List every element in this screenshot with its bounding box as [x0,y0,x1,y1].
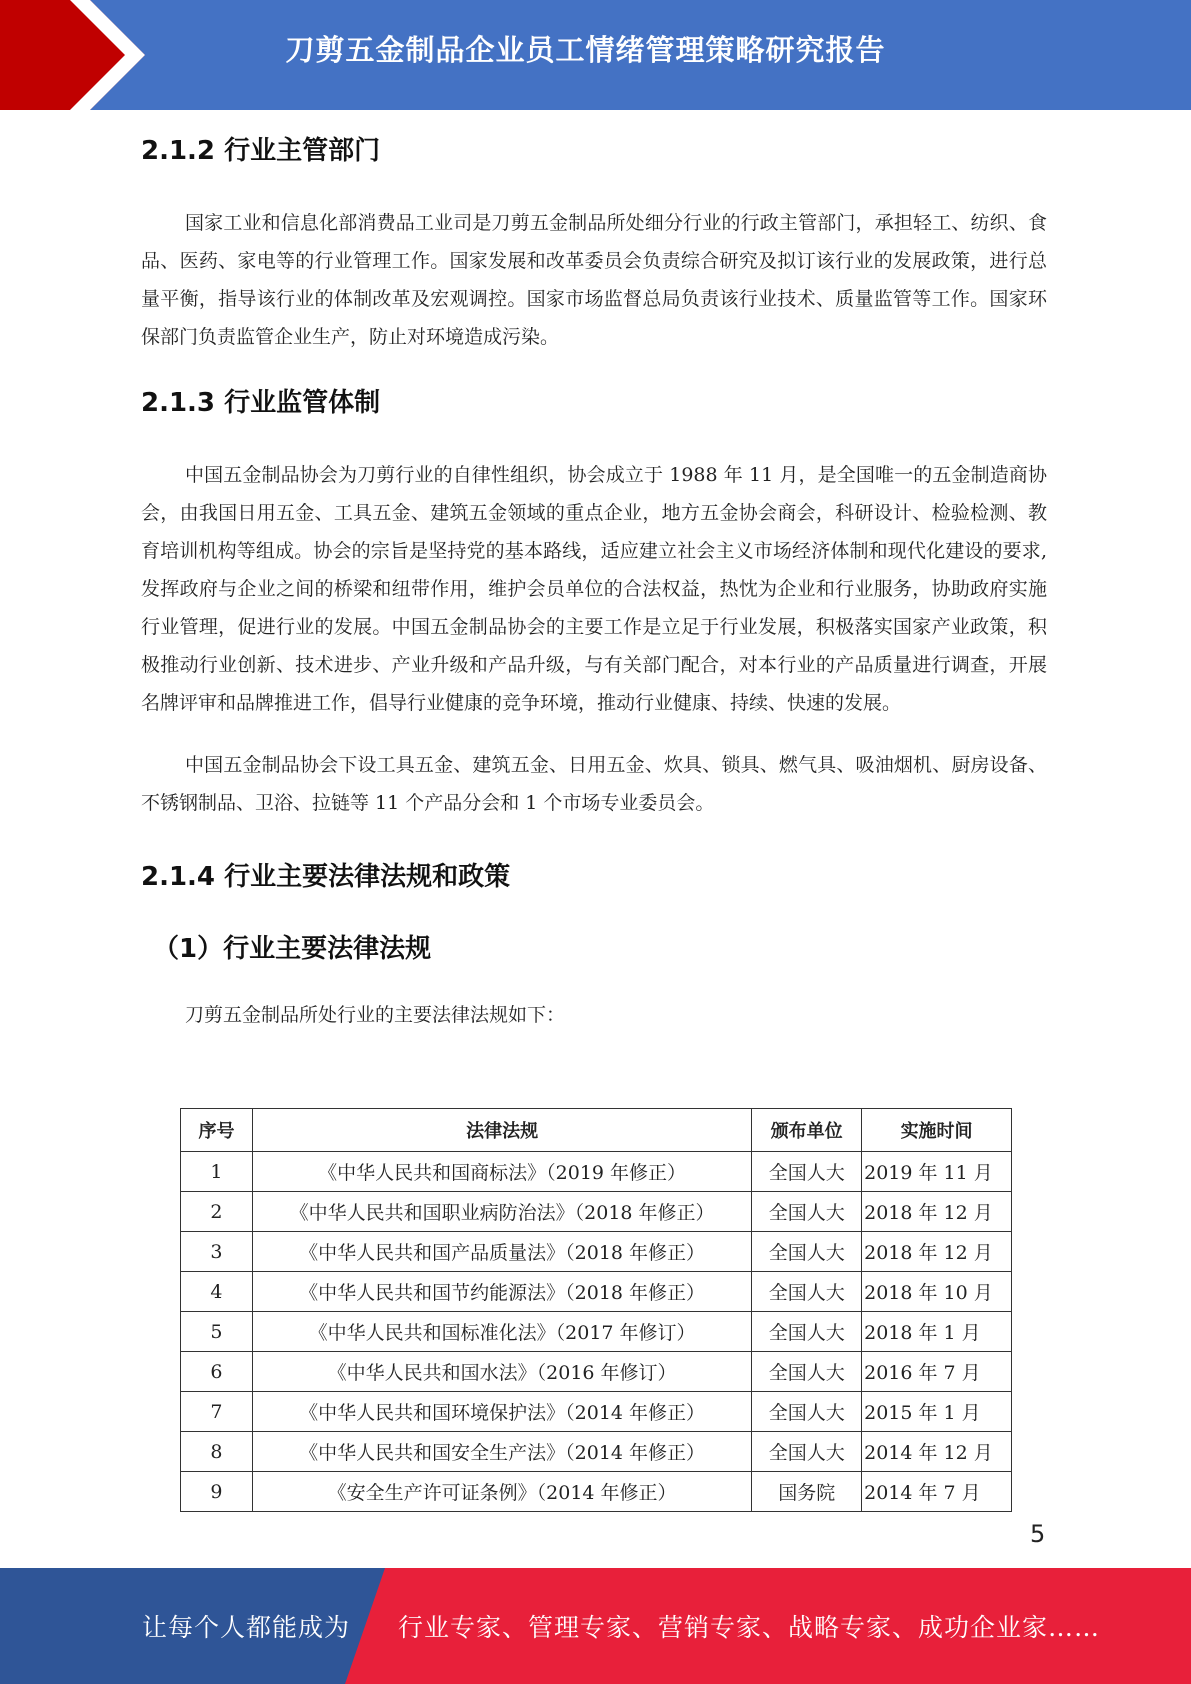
cell-issuer: 全国人大 [752,1192,862,1232]
cell-law: 《中华人民共和国商标法》（2019 年修正） [252,1152,751,1192]
cell-date: 2014 年 7 月 [862,1472,1012,1512]
cell-issuer: 全国人大 [752,1392,862,1432]
cell-issuer: 全国人大 [752,1432,862,1472]
table-row [181,1272,1012,1312]
paragraph-authorities: 国家工业和信息化部消费品工业司是刀剪五金制品所处细分行业的行政主管部门，承担轻工、纺织、食品、医药、家电等的行业管理工作。国家发展和改革委员会负责综合研究及拟订该行业的发展政策，进行总量平衡，指导该行业的体制改革及宏观调控。国家市场监督总局负责该行业技术、质量监管等工作。国家环保部门负责监管企业生产，防止对环境造成污染。 [141,212,1047,348]
page-content [141,126,1047,1034]
cell-law: 《中华人民共和国环境保护法》（2014 年修正） [252,1392,751,1432]
page-number: 5 [1030,1520,1046,1548]
cell-law: 《中华人民共和国职业病防治法》（2018 年修正） [252,1192,751,1232]
col-header-issuer: 颁布单位 [752,1109,862,1152]
cell-date: 2018 年 12 月 [862,1192,1012,1232]
cell-law: 《中华人民共和国产品质量法》（2018 年修正） [252,1232,751,1272]
section-heading-2-1-4: 2.1.4 行业主要法律法规和政策 [141,862,511,892]
page-footer [0,1568,1191,1684]
paragraph-branches: 中国五金制品协会下设工具五金、建筑五金、日用五金、炊具、锁具、燃气具、吸油烟机、厨房设备、不锈钢制品、卫浴、拉链等 11 个产品分会和 1 个市场专业委员会。 [141,754,1047,814]
cell-index: 8 [181,1432,253,1472]
cell-law: 《安全生产许可证条例》（2014 年修正） [252,1472,751,1512]
table-row [181,1312,1012,1352]
section-heading-2-1-3: 2.1.3 行业监管体制 [141,388,381,418]
cell-index: 2 [181,1192,253,1232]
cell-issuer: 全国人大 [752,1232,862,1272]
cell-issuer: 国务院 [752,1472,862,1512]
table-row [181,1472,1012,1512]
cell-date: 2019 年 11 月 [862,1152,1012,1192]
report-title: 刀剪五金制品企业员工情绪管理策略研究报告 [285,33,886,67]
cell-issuer: 全国人大 [752,1272,862,1312]
table-row [181,1392,1012,1432]
subsection-heading-laws: （1）行业主要法律法规 [153,934,432,964]
table-row [181,1192,1012,1232]
page-header [0,0,1191,110]
laws-table [180,1108,1012,1512]
cell-law: 《中华人民共和国安全生产法》（2014 年修正） [252,1432,751,1472]
footer-slogan-left: 让每个人都能成为 [142,1613,351,1642]
table-row [181,1232,1012,1272]
table-row [181,1432,1012,1472]
cell-index: 7 [181,1392,253,1432]
cell-law: 《中华人民共和国水法》（2016 年修订） [252,1352,751,1392]
cell-issuer: 全国人大 [752,1352,862,1392]
cell-issuer: 全国人大 [752,1312,862,1352]
cell-index: 9 [181,1472,253,1512]
cell-date: 2016 年 7 月 [862,1352,1012,1392]
cell-date: 2014 年 12 月 [862,1432,1012,1472]
col-header-law: 法律法规 [252,1109,751,1152]
cell-law: 《中华人民共和国节约能源法》（2018 年修正） [252,1272,751,1312]
cell-date: 2015 年 1 月 [862,1392,1012,1432]
table-row [181,1152,1012,1192]
cell-index: 3 [181,1232,253,1272]
cell-date: 2018 年 10 月 [862,1272,1012,1312]
cell-issuer: 全国人大 [752,1152,862,1192]
footer-slogan-right: 行业专家、管理专家、营销专家、战略专家、成功企业家…… [398,1613,1101,1642]
cell-date: 2018 年 1 月 [862,1312,1012,1352]
cell-law: 《中华人民共和国标准化法》（2017 年修订） [252,1312,751,1352]
cell-index: 4 [181,1272,253,1312]
table-header-row [181,1109,1012,1152]
cell-index: 6 [181,1352,253,1392]
col-header-index: 序号 [181,1109,253,1152]
table-row [181,1352,1012,1392]
table-intro-text: 刀剪五金制品所处行业的主要法律法规如下： [185,1004,566,1026]
cell-date: 2018 年 12 月 [862,1232,1012,1272]
col-header-date: 实施时间 [862,1109,1012,1152]
cell-index: 5 [181,1312,253,1352]
paragraph-association: 中国五金制品协会为刀剪行业的自律性组织，协会成立于 1988 年 11 月，是全国唯一的五金制造商协会，由我国日用五金、工具五金、建筑五金领域的重点企业，地方五金协会商会，科研设计、检验检测、教育培训机构等组成。协会的宗旨是坚持党的基本路线，适应建立社会主义市场经济体制和现代化建设的要求,发挥政府与企业之间的桥梁和纽带作用，维护会员单位的合法权益，热忱为企业和行业服务，协助政府实施行业管理，促进行业的发展。中国五金制品协会的主要工作是立足于行业发展，积极落实国家产业政策，积极推动行业创新、技术进步、产业升级和产品升级，与有关部门配合，对本行业的产品质量进行调查，开展名牌评审和品牌推进工作，倡导行业健康的竞争环境，推动行业健康、持续、快速的发展。 [141,464,1047,714]
cell-index: 1 [181,1152,253,1192]
section-heading-2-1-2: 2.1.2 行业主管部门 [141,136,381,166]
